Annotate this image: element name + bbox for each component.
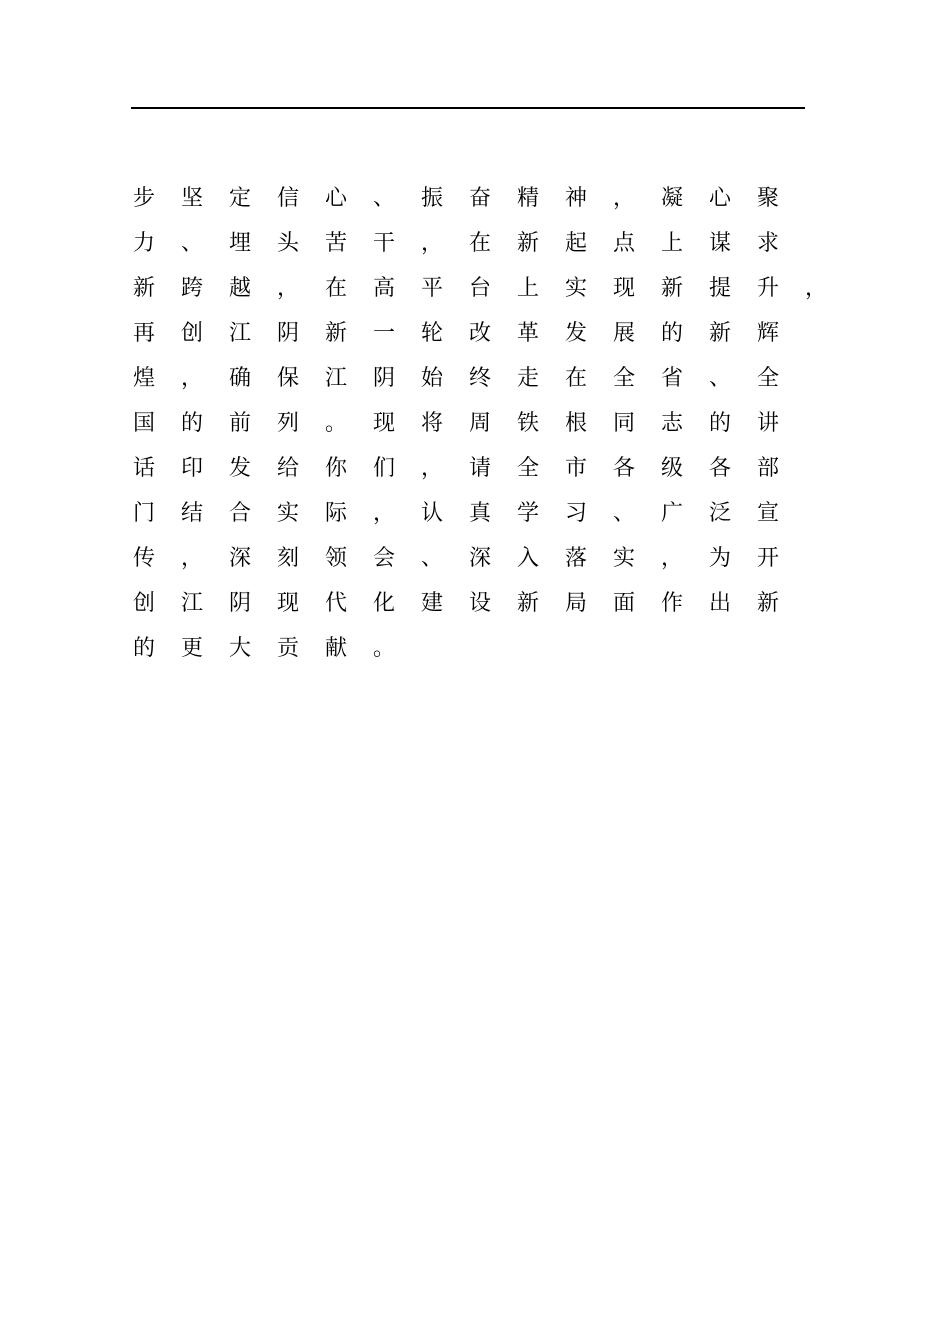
text-char: 宣 — [756, 501, 779, 526]
text-char: 国 — [132, 411, 155, 436]
text-char: 台 — [468, 276, 491, 301]
text-char: 干 — [372, 231, 395, 256]
text-char: 点 — [612, 231, 635, 256]
text-char: 江 — [228, 321, 251, 346]
text-char: 力 — [132, 231, 155, 256]
text-char: 将 — [420, 411, 443, 436]
text-char: 奋 — [468, 186, 491, 211]
text-char: 新 — [756, 591, 779, 616]
text-line — [131, 491, 831, 536]
text-char: 轮 — [420, 321, 443, 346]
text-char: 的 — [660, 321, 683, 346]
text-char: 步 — [132, 186, 155, 211]
text-char: 印 — [180, 456, 203, 481]
text-char: 领 — [324, 546, 347, 571]
text-char: 出 — [708, 591, 731, 616]
text-char: 再 — [132, 321, 155, 346]
text-char: 部 — [756, 456, 779, 481]
text-char: 头 — [276, 231, 299, 256]
text-char: 级 — [660, 456, 683, 481]
text-char: 习 — [564, 501, 587, 526]
text-char: 在 — [324, 276, 347, 301]
text-char: 市 — [564, 456, 587, 481]
text-char: 新 — [516, 231, 539, 256]
text-char: 设 — [468, 591, 491, 616]
text-char: 新 — [708, 321, 731, 346]
text-char: 实 — [612, 546, 635, 571]
text-char: 全 — [612, 366, 635, 391]
text-char: 学 — [516, 501, 539, 526]
text-char: 高 — [372, 276, 395, 301]
text-char: 入 — [516, 546, 539, 571]
text-line — [131, 266, 831, 311]
text-char: 局 — [564, 591, 587, 616]
text-line — [131, 446, 831, 491]
text-char: 始 — [420, 366, 443, 391]
text-char: 广 — [660, 501, 683, 526]
text-char: 传 — [132, 546, 155, 571]
text-char: 同 — [612, 411, 635, 436]
text-char: 新 — [324, 321, 347, 346]
text-char: 实 — [276, 501, 299, 526]
text-char: 献 — [324, 636, 347, 661]
text-char: ， — [420, 456, 443, 481]
text-char: 跨 — [180, 276, 203, 301]
text-char: 讲 — [756, 411, 779, 436]
text-char: 上 — [516, 276, 539, 301]
text-char: 深 — [228, 546, 251, 571]
text-char: 创 — [180, 321, 203, 346]
text-char: 的 — [708, 411, 731, 436]
text-char: 改 — [468, 321, 491, 346]
text-char: 革 — [516, 321, 539, 346]
text-char: 心 — [708, 186, 731, 211]
text-char: 真 — [468, 501, 491, 526]
text-char: 话 — [132, 456, 155, 481]
text-char: 、 — [180, 231, 203, 256]
text-line — [131, 536, 831, 581]
text-line — [131, 221, 831, 266]
text-char: 代 — [324, 591, 347, 616]
text-char: 前 — [228, 411, 251, 436]
text-char: 。 — [324, 411, 347, 436]
text-char: 合 — [228, 501, 251, 526]
text-char: 根 — [564, 411, 587, 436]
text-char: 现 — [612, 276, 635, 301]
text-char: 在 — [468, 231, 491, 256]
text-char: 一 — [372, 321, 395, 346]
text-char: 会 — [372, 546, 395, 571]
text-char: 精 — [516, 186, 539, 211]
text-char: 求 — [756, 231, 779, 256]
text-char: 各 — [612, 456, 635, 481]
text-char: 列 — [276, 411, 299, 436]
text-char: 创 — [132, 591, 155, 616]
header-rule — [131, 107, 805, 109]
text-char: 信 — [276, 186, 299, 211]
text-char: 阴 — [228, 591, 251, 616]
text-char: 埋 — [228, 231, 251, 256]
text-char: ， — [276, 276, 299, 301]
text-char: 展 — [612, 321, 635, 346]
text-char: 贡 — [276, 636, 299, 661]
text-char: 开 — [756, 546, 779, 571]
text-char: 落 — [564, 546, 587, 571]
text-char: 各 — [708, 456, 731, 481]
text-char: 阴 — [372, 366, 395, 391]
body-text — [131, 176, 831, 671]
text-char: 际 — [324, 501, 347, 526]
text-char: 凝 — [660, 186, 683, 211]
text-char: ， — [420, 231, 443, 256]
text-char: 提 — [708, 276, 731, 301]
text-char: 心 — [324, 186, 347, 211]
text-char: 确 — [228, 366, 251, 391]
text-char: 、 — [708, 366, 731, 391]
text-char: 现 — [276, 591, 299, 616]
text-char: 辉 — [756, 321, 779, 346]
text-char: 苦 — [324, 231, 347, 256]
text-line — [131, 626, 831, 671]
text-char: 实 — [564, 276, 587, 301]
text-char: 、 — [372, 186, 395, 211]
text-char: 越 — [228, 276, 251, 301]
text-line — [131, 176, 831, 221]
text-char: 发 — [564, 321, 587, 346]
text-char: 化 — [372, 591, 395, 616]
text-char: 周 — [468, 411, 491, 436]
text-char: 江 — [324, 366, 347, 391]
text-char: 建 — [420, 591, 443, 616]
text-char: ， — [180, 366, 203, 391]
text-char: 在 — [564, 366, 587, 391]
text-char: 泛 — [708, 501, 731, 526]
text-char: 为 — [708, 546, 731, 571]
text-char: 们 — [372, 456, 395, 481]
text-char: 铁 — [516, 411, 539, 436]
text-char: 给 — [276, 456, 299, 481]
text-char: 新 — [660, 276, 683, 301]
text-char: 升 — [756, 276, 779, 301]
text-char: 、 — [612, 501, 635, 526]
text-char: 省 — [660, 366, 683, 391]
text-char: 振 — [420, 186, 443, 211]
text-char: 新 — [516, 591, 539, 616]
text-char: 作 — [660, 591, 683, 616]
text-line — [131, 401, 831, 446]
text-char: 煌 — [132, 366, 155, 391]
text-char: 江 — [180, 591, 203, 616]
text-char: 的 — [132, 636, 155, 661]
text-char: 终 — [468, 366, 491, 391]
text-char: 聚 — [756, 186, 779, 211]
text-char: 走 — [516, 366, 539, 391]
text-char: 平 — [420, 276, 443, 301]
text-char: 坚 — [180, 186, 203, 211]
text-char: 全 — [756, 366, 779, 391]
text-char: 、 — [420, 546, 443, 571]
text-char: 刻 — [276, 546, 299, 571]
text-line — [131, 356, 831, 401]
text-char: 更 — [180, 636, 203, 661]
text-line — [131, 311, 831, 356]
text-char: 全 — [516, 456, 539, 481]
text-char: 上 — [660, 231, 683, 256]
text-char: 起 — [564, 231, 587, 256]
text-char: 阴 — [276, 321, 299, 346]
text-char: 神 — [564, 186, 587, 211]
text-char: 。 — [372, 636, 395, 661]
text-char: 谋 — [708, 231, 731, 256]
text-char: 保 — [276, 366, 299, 391]
text-char: 你 — [324, 456, 347, 481]
text-char: 请 — [468, 456, 491, 481]
text-char: 的 — [180, 411, 203, 436]
text-char: 新 — [132, 276, 155, 301]
text-line — [131, 581, 831, 626]
text-char: 结 — [180, 501, 203, 526]
text-char: ， — [660, 546, 683, 571]
text-char: 门 — [132, 501, 155, 526]
text-char: 深 — [468, 546, 491, 571]
text-char: 志 — [660, 411, 683, 436]
text-char: 认 — [420, 501, 443, 526]
text-char: ， — [612, 186, 635, 211]
text-char: ， — [372, 501, 395, 526]
text-char: 面 — [612, 591, 635, 616]
text-char: ， — [180, 546, 203, 571]
text-char: 现 — [372, 411, 395, 436]
text-char: 发 — [228, 456, 251, 481]
text-char: 大 — [228, 636, 251, 661]
text-char: ， — [804, 276, 827, 301]
text-char: 定 — [228, 186, 251, 211]
